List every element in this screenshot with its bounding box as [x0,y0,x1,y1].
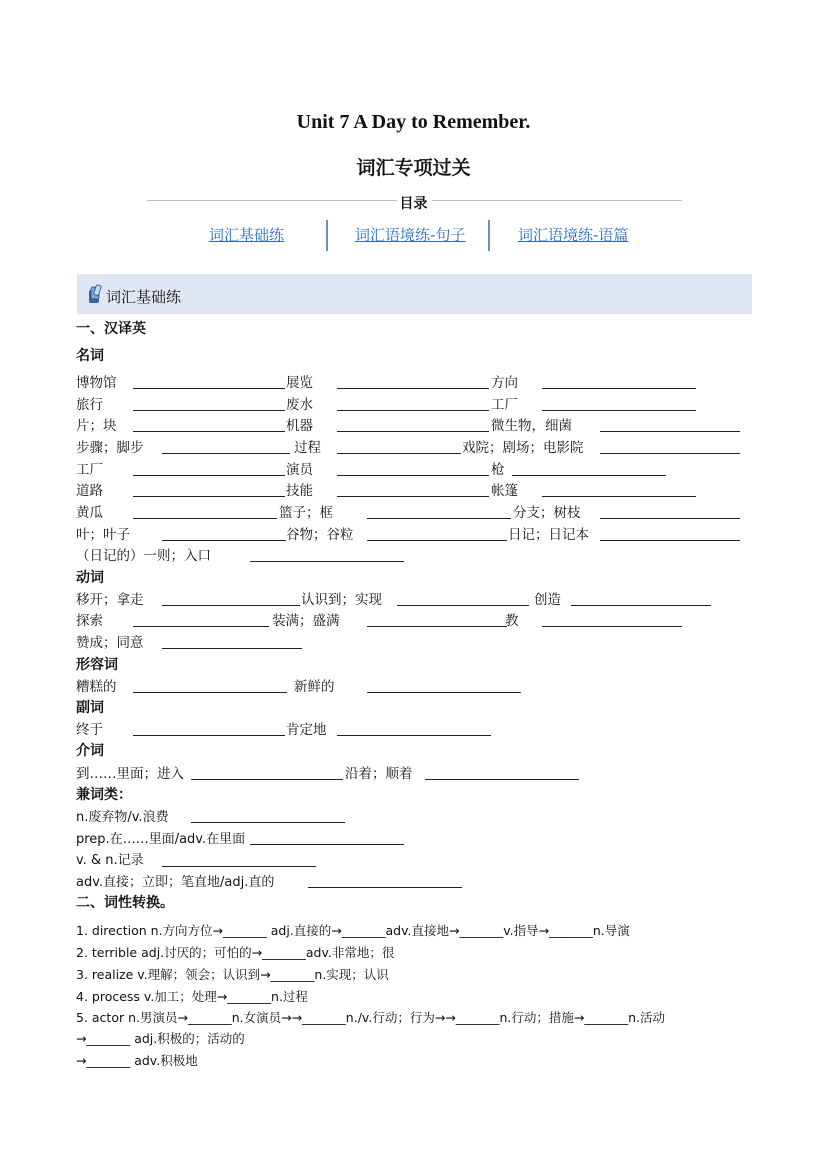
noun-label: 过程 [294,440,321,456]
adj-label: 新鲜的 [294,679,335,695]
answer-blank[interactable] [512,475,666,476]
answer-blank[interactable] [337,431,489,432]
conversion-item: →_______ adv.积极地 [76,1053,198,1068]
answer-blank[interactable] [542,626,682,627]
answer-blank[interactable] [250,561,404,562]
answer-blank[interactable] [367,626,507,627]
answer-blank[interactable] [397,605,529,606]
answer-blank[interactable] [600,453,740,454]
answer-blank[interactable] [337,475,489,476]
answer-blank[interactable] [600,540,740,541]
answer-blank[interactable] [542,496,696,497]
prep-label: 沿着；顺着 [345,766,413,782]
noun-label: 枪 [491,462,505,478]
noun-label: 微生物，细菌 [491,418,572,434]
answer-blank[interactable] [367,692,521,693]
answer-blank[interactable] [133,388,285,389]
answer-blank[interactable] [162,540,286,541]
multi-label: adv.直接；立即；笔直地/adj.直的 [76,875,275,890]
toc-separator [326,220,328,251]
answer-blank[interactable] [162,453,290,454]
answer-blank[interactable] [337,496,489,497]
conversion-item: →_______ adj.积极的；活动的 [76,1031,245,1046]
answer-blank[interactable] [191,779,343,780]
answer-blank[interactable] [133,496,285,497]
verb-label: 移开；拿走 [76,592,144,608]
noun-label: 步骤；脚步 [76,440,144,456]
answer-blank[interactable] [133,431,285,432]
answer-blank[interactable] [425,779,579,780]
adv-heading: 副词 [76,700,104,716]
noun-label: 方向 [491,375,518,391]
conversion-item: 2. terrible adj.讨厌的；可怕的→_______adv.非常地；很 [76,945,395,960]
answer-blank[interactable] [367,518,511,519]
noun-label: 技能 [286,483,313,499]
conversion-item: 4. process v.加工；处理→_______n.过程 [76,989,308,1004]
noun-label: 戏院；剧场；电影院 [462,440,584,456]
section2-heading: 二、词性转换。 [76,895,174,911]
toc-link-sentence[interactable]: 词汇语境练-句子 [355,226,466,244]
noun-label: 篮子；框 [279,505,333,521]
noun-label: 叶；叶子 [76,527,130,543]
section1-heading: 一、汉译英 [76,321,146,337]
multi-heading: 兼词类： [76,787,132,803]
answer-blank[interactable] [308,887,462,888]
multi-label: n.废弃物/v.浪费 [76,810,169,825]
answer-blank[interactable] [133,410,285,411]
noun-label: 谷物；谷粒 [286,527,354,543]
conversion-item: 5. actor n.男演员→_______n.女演员→→_______n./v.行动；行为→→_______n.行动；措施→_______n.活动 [76,1010,666,1025]
answer-blank[interactable] [162,648,302,649]
noun-label: 分支；树枝 [513,505,581,521]
noun-label: 旅行 [76,397,103,413]
document-subtitle: 词汇专项过关 [356,157,471,179]
multi-label: prep.在……里面/adv.在里面 [76,832,246,847]
answer-blank[interactable] [191,822,345,823]
adv-label: 肯定地 [286,722,327,738]
answer-blank[interactable] [133,475,285,476]
document-title: Unit 7 A Day to Remember. [296,111,531,133]
noun-label: 博物馆 [76,375,117,391]
answer-blank[interactable] [162,605,300,606]
noun-label: 演员 [286,462,313,478]
answer-blank[interactable] [600,518,740,519]
verb-label: 认识到；实现 [301,592,382,608]
adv-label: 终于 [76,722,103,738]
verb-label: 探索 [76,613,103,629]
noun-label: 展览 [286,375,313,391]
noun-label: 道路 [76,483,103,499]
answer-blank[interactable] [250,844,404,845]
noun-label: 日记；日记本 [508,527,589,543]
noun-label: 废水 [286,397,313,413]
verb-label: 装满；盛满 [272,613,340,629]
answer-blank[interactable] [542,388,696,389]
answer-blank[interactable] [367,540,507,541]
noun-label: 机器 [286,418,313,434]
answer-blank[interactable] [337,453,461,454]
answer-blank[interactable] [571,605,711,606]
answer-blank[interactable] [337,735,491,736]
verb-label: 赞成；同意 [76,635,144,651]
noun-label: 帐篷 [491,483,518,499]
prep-heading: 介词 [76,743,104,759]
noun-label: 工厂 [76,462,103,478]
toc-title: 目录 [399,196,428,212]
toc-link-basic[interactable]: 词汇基础练 [209,226,285,244]
answer-blank[interactable] [337,388,489,389]
adj-heading: 形容词 [76,657,118,673]
conversion-item: 1. direction n.方向方位→_______ adj.直接的→_______adv.直接地→_______v.指导→_______n.导演 [76,923,630,938]
verb-label: 教 [505,613,519,629]
adj-label: 糟糕的 [76,679,117,695]
answer-blank[interactable] [133,518,277,519]
verb-heading: 动词 [76,570,104,586]
conversion-item: 3. realize v.理解；领会；认识到→_______n.实现；认识 [76,967,389,982]
prep-label: 到……里面；进入 [76,766,184,782]
noun-label: 黄瓜 [76,505,103,521]
toc-divider-right [432,200,682,201]
answer-blank[interactable] [162,866,316,867]
banner-label: 词汇基础练 [106,288,182,306]
verb-label: 创造 [534,592,561,608]
answer-blank[interactable] [133,735,285,736]
answer-blank[interactable] [133,692,287,693]
noun-label: （日记的）一则；入口 [76,548,211,564]
noun-label: 工厂 [491,397,518,413]
pencil-icon [86,284,104,304]
toc-separator [488,220,490,251]
answer-blank[interactable] [600,431,740,432]
multi-label: v. & n.记录 [76,853,144,868]
noun-label: 片；块 [76,418,117,434]
answer-blank[interactable] [337,410,489,411]
answer-blank[interactable] [542,410,696,411]
toc-link-passage[interactable]: 词汇语境练-语篇 [518,226,629,244]
answer-blank[interactable] [133,626,269,627]
noun-heading: 名词 [76,348,104,364]
